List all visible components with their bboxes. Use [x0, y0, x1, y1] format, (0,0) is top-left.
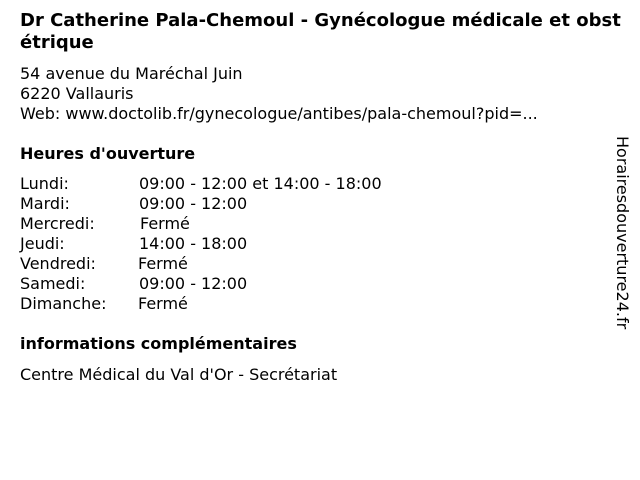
- day-label: Vendredi:: [20, 254, 96, 273]
- day-hours: Fermé: [138, 294, 188, 313]
- address-street: 54 avenue du Maréchal Juin: [20, 64, 243, 83]
- day-label: Mardi:: [20, 194, 70, 213]
- day-label: Mercredi:: [20, 214, 95, 233]
- day-label: Samedi:: [20, 274, 86, 293]
- additional-info-heading: informations complémentaires: [20, 334, 297, 353]
- additional-info-text: Centre Médical du Val d'Or - Secrétariat: [20, 365, 338, 384]
- day-label: Dimanche:: [20, 294, 107, 313]
- day-hours: 09:00 - 12:00: [139, 194, 248, 213]
- day-label: Jeudi:: [20, 234, 65, 253]
- day-label: Lundi:: [20, 174, 69, 193]
- day-hours: Fermé: [138, 254, 188, 273]
- website-link[interactable]: Web: www.doctolib.fr/gynecologue/antibes/pala-chemoul?pid=...: [20, 104, 538, 123]
- opening-hours-heading: Heures d'ouverture: [20, 144, 196, 163]
- day-hours: 14:00 - 18:00: [139, 234, 248, 253]
- page-title: Dr Catherine Pala-Chemoul - Gynécologue médicale et obstétrique: [20, 10, 621, 53]
- day-hours: 09:00 - 12:00: [139, 274, 248, 293]
- day-hours: Fermé: [140, 214, 190, 233]
- address-block: [20, 64, 538, 124]
- day-hours: 09:00 - 12:00 et 14:00 - 18:00: [139, 174, 382, 193]
- site-watermark: Horairesdouverture24.fr: [613, 136, 632, 330]
- address-city: 6220 Vallauris: [20, 84, 134, 103]
